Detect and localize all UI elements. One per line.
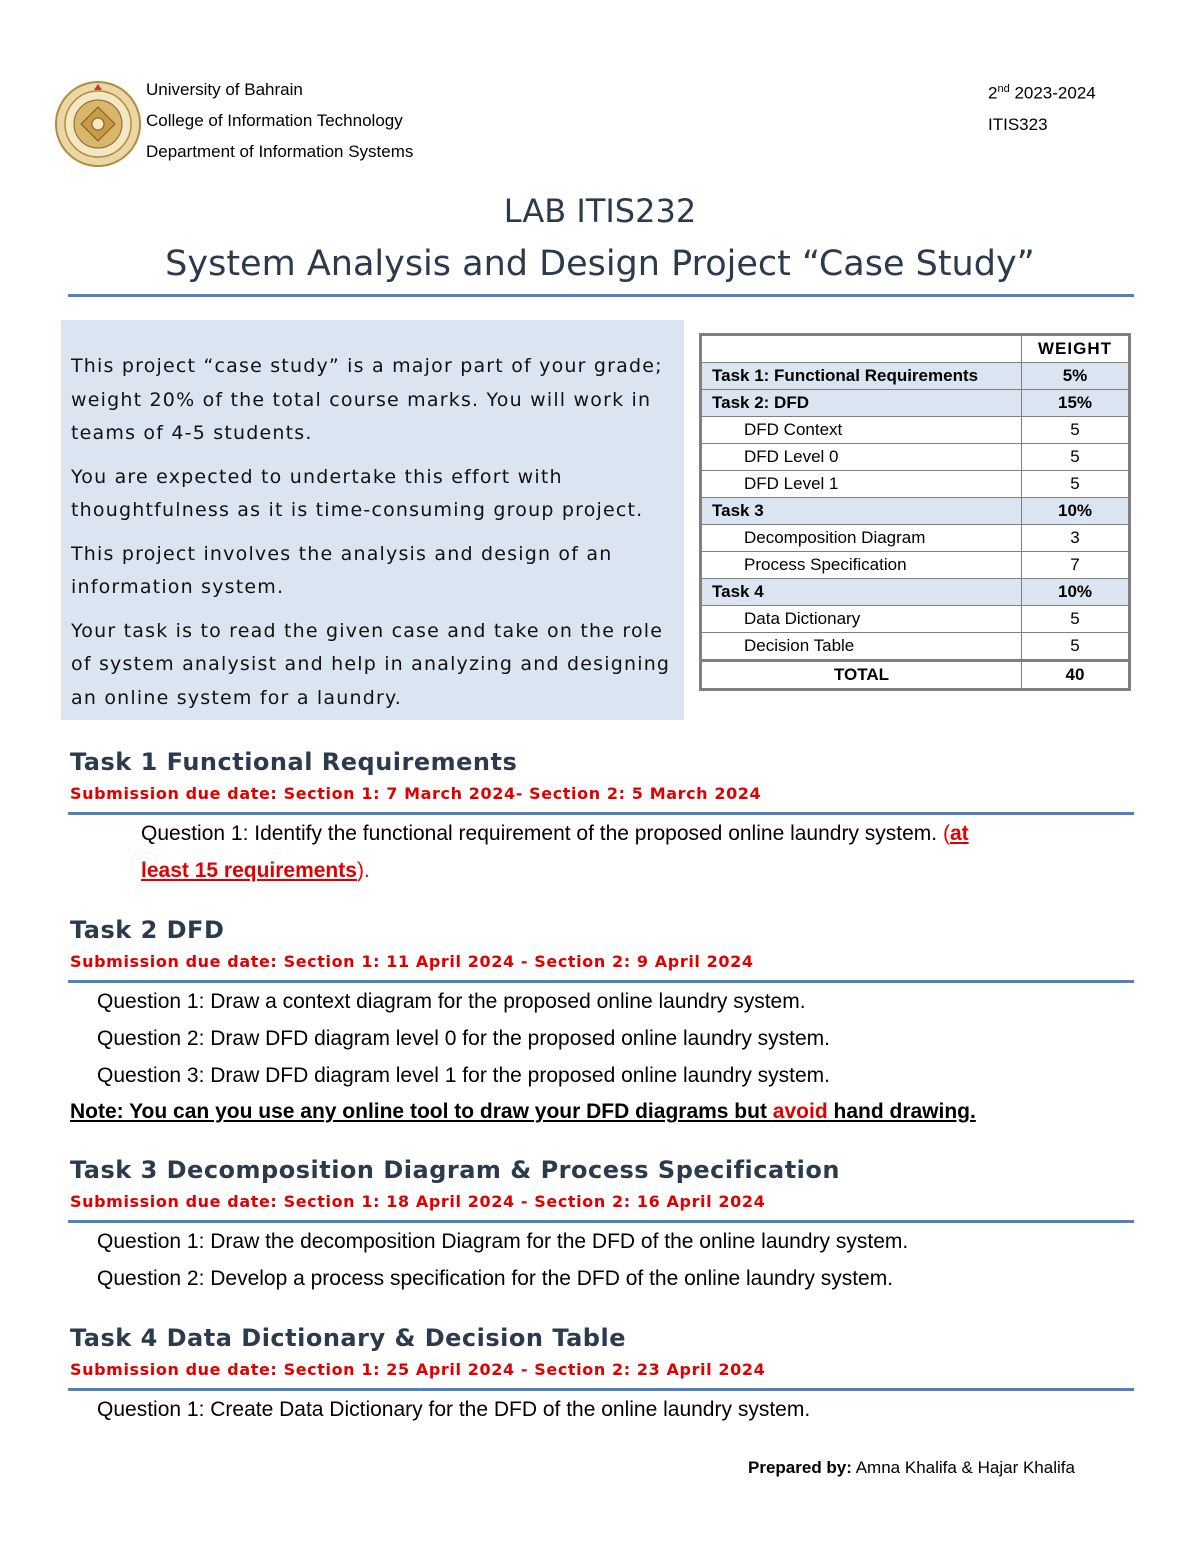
weight-total-row	[701, 661, 1130, 690]
weight-row-label: Task 2: DFD	[701, 390, 1022, 417]
weight-row-label: Task 1: Functional Requirements	[701, 363, 1022, 390]
intro-paragraph: You are expected to undertake this effort with thoughtfulness as it is time-consuming group project.	[71, 465, 644, 521]
task2-due-date: Submission due date: Section 1: 11 April 2024 - Section 2: 9 April 2024	[70, 952, 754, 971]
weight-table	[699, 333, 1131, 691]
weight-row-value: 10%	[1022, 579, 1130, 606]
weight-header-empty	[701, 335, 1022, 363]
task3-due-date: Submission due date: Section 1: 18 April 2024 - Section 2: 16 April 2024	[70, 1192, 766, 1211]
weight-row	[701, 363, 1130, 390]
intro-box	[61, 320, 684, 720]
weight-row	[701, 579, 1130, 606]
college-name: College of Information Technology	[146, 111, 403, 130]
task4-question: Question 1: Create Data Dictionary for the DFD of the online laundry system.	[97, 1398, 811, 1421]
institution-block	[146, 74, 413, 167]
weight-row	[701, 390, 1130, 417]
weight-row-value: 7	[1022, 552, 1130, 579]
department-name: Department of Information Systems	[146, 142, 414, 161]
intro-paragraph: This project “case study” is a major part of your grade; weight 20% of the total course marks. You will work in teams of 4-5 students.	[71, 355, 663, 444]
weight-row-label: Decision Table	[701, 633, 1022, 661]
task2-heading: Task 2 DFD	[70, 916, 225, 944]
weight-row-value: 5	[1022, 633, 1130, 661]
task2-question: Question 1: Draw a context diagram for the proposed online laundry system.	[97, 990, 806, 1013]
university-name: University of Bahrain	[146, 80, 303, 99]
task4-due-date: Submission due date: Section 1: 25 April 2024 - Section 2: 23 April 2024	[70, 1360, 766, 1379]
course-info-block	[988, 74, 1096, 140]
weight-row-label: DFD Context	[701, 417, 1022, 444]
task3-question: Question 2: Develop a process specification for the DFD of the online laundry system.	[97, 1267, 894, 1290]
course-code: ITIS323	[988, 114, 1048, 134]
total-label: TOTAL	[701, 661, 1022, 690]
weight-row-label: Data Dictionary	[701, 606, 1022, 633]
intro-paragraph: Your task is to read the given case and take on the role of system analysist and help in analyzing and designing an online system for a laundry.	[71, 619, 671, 709]
task4-heading: Task 4 Data Dictionary & Decision Table	[70, 1324, 626, 1352]
weight-row	[701, 498, 1130, 525]
task2-questions	[97, 983, 830, 1094]
weight-row-value: 5%	[1022, 363, 1130, 390]
project-title: System Analysis and Design Project “Case Study”	[165, 244, 1035, 284]
total-value: 40	[1022, 661, 1130, 690]
weight-row-value: 5	[1022, 606, 1130, 633]
weight-row-label: Decomposition Diagram	[701, 525, 1022, 552]
weight-row-label: DFD Level 0	[701, 444, 1022, 471]
intro-paragraph: This project involves the analysis and design of an information system.	[71, 542, 613, 598]
weight-row-value: 10%	[1022, 498, 1130, 525]
weight-row	[701, 606, 1130, 633]
university-logo	[54, 80, 142, 168]
task1-heading: Task 1 Functional Requirements	[70, 748, 518, 776]
weight-row-label: Process Specification	[701, 552, 1022, 579]
task4-questions	[97, 1391, 810, 1428]
prepared-by: Prepared by: Amna Khalifa & Hajar Khalifa	[748, 1458, 1075, 1477]
weight-row	[701, 471, 1130, 498]
task2-note: Note: You can you use any online tool to draw your DFD diagrams but avoid hand drawing.	[70, 1100, 976, 1123]
weight-row-value: 5	[1022, 417, 1130, 444]
weight-row-value: 5	[1022, 471, 1130, 498]
weight-row	[701, 525, 1130, 552]
task3-question: Question 1: Draw the decomposition Diagram for the DFD of the online laundry system.	[97, 1230, 909, 1253]
weight-row	[701, 633, 1130, 661]
task1-question-1: Question 1: Identify the functional requirement of the proposed online laundry system. (at least 15 requirements).	[141, 822, 969, 882]
weight-row-value: 3	[1022, 525, 1130, 552]
title-divider	[68, 294, 1134, 297]
task3-questions	[97, 1223, 908, 1297]
weight-row	[701, 444, 1130, 471]
weight-row-value: 15%	[1022, 390, 1130, 417]
weight-header-row	[701, 335, 1130, 363]
lab-title: LAB ITIS232	[503, 192, 697, 230]
weight-row	[701, 552, 1130, 579]
semester: 2nd 2023-2024	[988, 83, 1096, 103]
weight-row-label: DFD Level 1	[701, 471, 1022, 498]
task2-question: Question 2: Draw DFD diagram level 0 for the proposed online laundry system.	[97, 1027, 831, 1050]
weight-row-label: Task 4	[701, 579, 1022, 606]
weight-row-label: Task 3	[701, 498, 1022, 525]
task1-due-date: Submission due date: Section 1: 7 March 2024- Section 2: 5 March 2024	[70, 784, 762, 803]
task2-question: Question 3: Draw DFD diagram level 1 for the proposed online laundry system.	[97, 1064, 831, 1087]
weight-header: WEIGHT	[1022, 335, 1130, 363]
weight-row-value: 5	[1022, 444, 1130, 471]
task3-heading: Task 3 Decomposition Diagram & Process Specification	[70, 1156, 840, 1184]
weight-row	[701, 417, 1130, 444]
